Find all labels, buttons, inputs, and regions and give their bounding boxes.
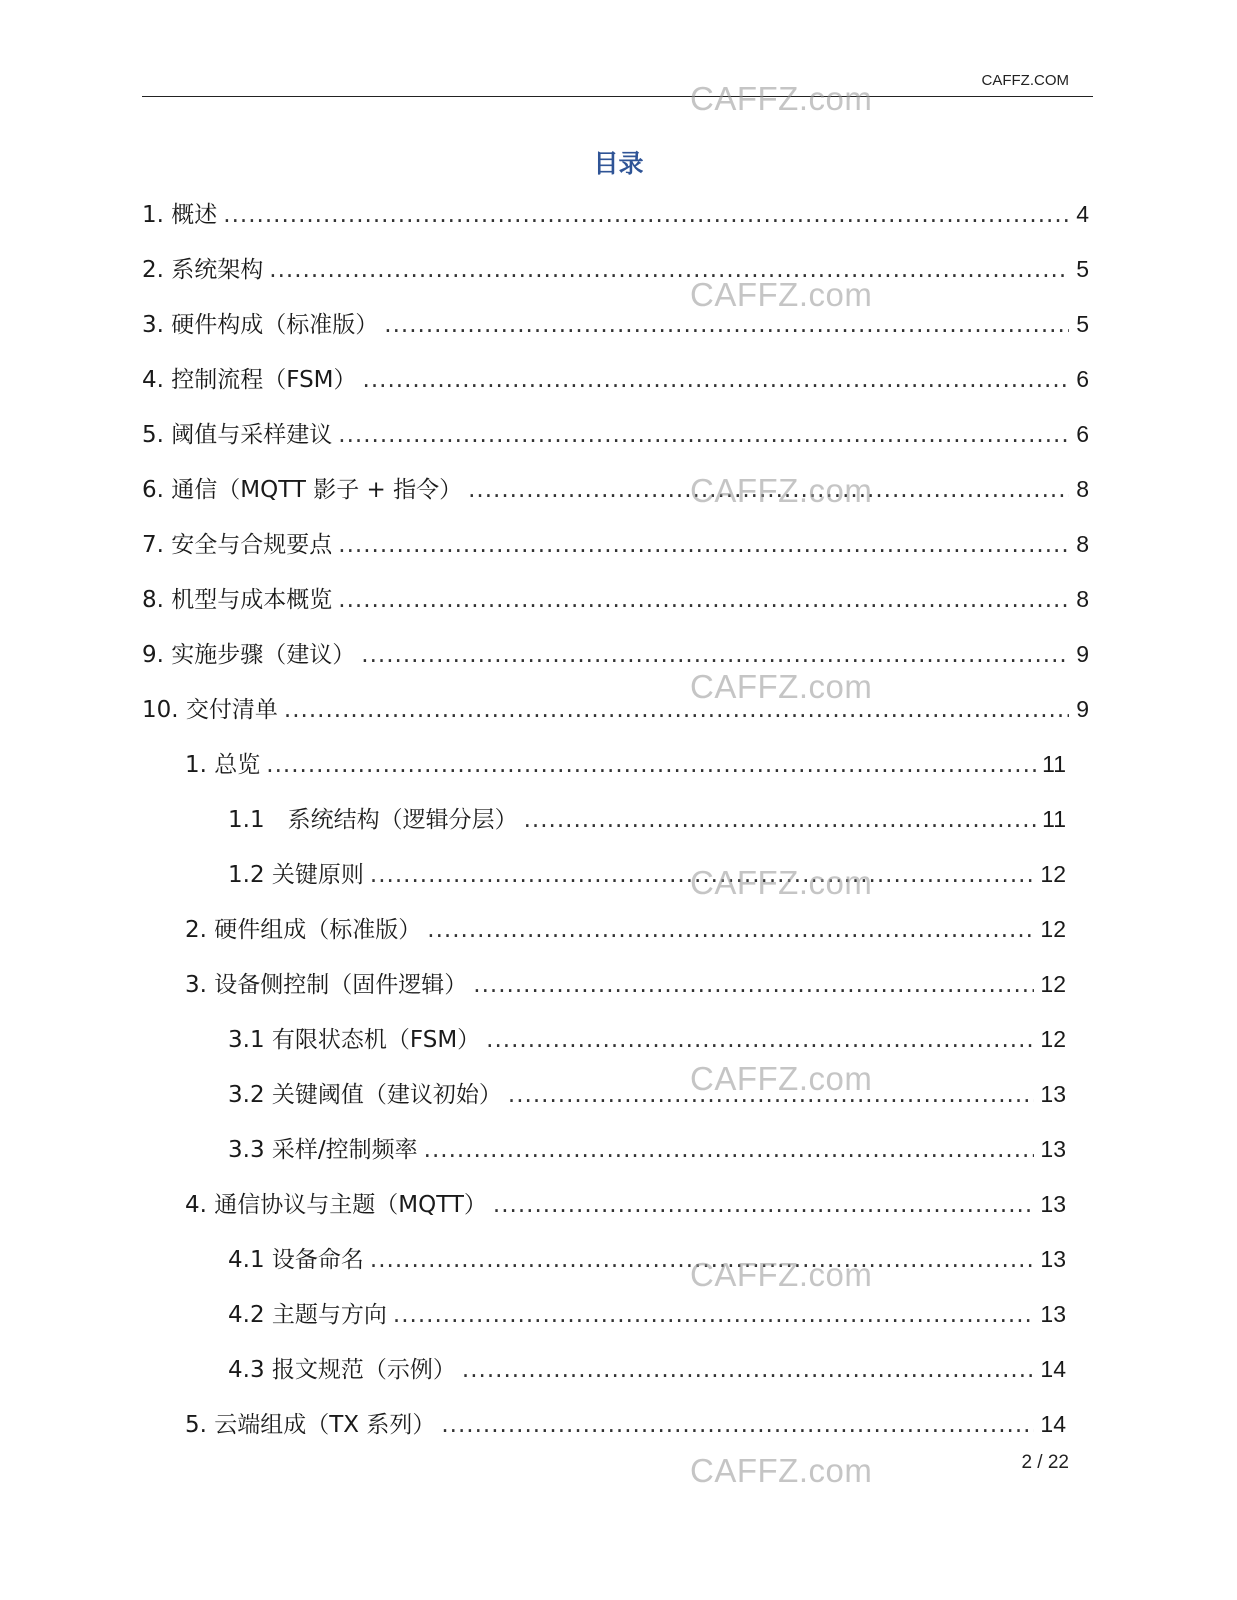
watermark: CAFFZ.com	[690, 80, 873, 117]
toc-entry-page: 12	[1040, 916, 1066, 942]
toc-entry[interactable]	[142, 1347, 1089, 1402]
toc-entry[interactable]	[142, 797, 1089, 852]
toc-entry-label: 9. 实施步骤（建议）	[142, 642, 356, 668]
toc-dot-leader	[338, 523, 1069, 567]
toc-entry-page: 13	[1040, 1301, 1066, 1327]
toc-entry-page: 14	[1040, 1356, 1066, 1382]
toc-entry[interactable]	[142, 632, 1089, 687]
toc-dot-leader	[441, 1403, 1034, 1447]
toc-dot-leader	[486, 1018, 1034, 1062]
toc-dot-leader	[338, 578, 1069, 622]
toc-entry[interactable]	[142, 192, 1089, 247]
toc-entry-page: 11	[1042, 806, 1066, 832]
toc-entry-label: 10. 交付清单	[142, 697, 278, 723]
toc-entry[interactable]	[142, 1127, 1089, 1182]
toc-entry-label: 1.2 关键原则	[228, 862, 364, 888]
page-number: 2 / 22	[1021, 1452, 1069, 1473]
toc-dot-leader	[393, 1293, 1035, 1337]
toc-entry[interactable]	[142, 852, 1089, 907]
watermark: CAFFZ.com	[690, 1452, 873, 1489]
toc-entry[interactable]	[142, 247, 1089, 302]
toc-dot-leader	[266, 743, 1036, 787]
toc-entry-label: 4. 控制流程（FSM）	[142, 367, 357, 393]
toc-dot-leader	[468, 468, 1069, 512]
toc-entry-page: 8	[1076, 586, 1089, 612]
watermark: CAFFZ.com	[690, 1060, 873, 1097]
watermark: CAFFZ.com	[690, 864, 873, 901]
watermark: CAFFZ.com	[690, 1256, 873, 1293]
toc-dot-leader	[462, 1348, 1035, 1392]
toc-dot-leader	[473, 963, 1034, 1007]
toc-entry-label: 4. 通信协议与主题（MQTT）	[185, 1192, 487, 1218]
toc-dot-leader	[361, 633, 1069, 677]
toc-entry[interactable]	[142, 1292, 1089, 1347]
toc-entry[interactable]	[142, 1237, 1089, 1292]
toc-title: 目录	[593, 149, 644, 178]
header-site-name: CAFFZ.COM	[981, 72, 1069, 89]
toc-entry-label: 4.3 报文规范（示例）	[228, 1357, 456, 1383]
toc-entry-label: 1. 概述	[142, 202, 218, 228]
toc-entry[interactable]	[142, 1182, 1089, 1237]
toc-entry-label: 5. 云端组成（TX 系列）	[185, 1412, 436, 1438]
toc-entry-label: 2. 硬件组成（标准版）	[185, 917, 422, 943]
toc-entry[interactable]	[142, 412, 1089, 467]
toc-entry-label: 3.2 关键阈值（建议初始）	[228, 1082, 502, 1108]
watermark: CAFFZ.com	[690, 668, 873, 705]
toc-entry-label: 6. 通信（MQTT 影子 + 指令）	[142, 477, 463, 503]
header-divider	[142, 96, 1093, 97]
toc-entry-label: 3.3 采样/控制频率	[228, 1137, 418, 1163]
toc-entry-label: 8. 机型与成本概览	[142, 587, 333, 613]
toc-entry[interactable]	[142, 302, 1089, 357]
toc-entry[interactable]	[142, 907, 1089, 962]
toc-dot-leader	[269, 248, 1069, 292]
toc-entry-label: 5. 阈值与采样建议	[142, 422, 333, 448]
toc-dot-leader	[384, 303, 1069, 347]
toc-dot-leader	[427, 908, 1034, 952]
watermark: CAFFZ.com	[690, 472, 873, 509]
watermark: CAFFZ.com	[690, 276, 873, 313]
toc-dot-leader	[284, 688, 1069, 732]
toc-entry[interactable]	[142, 962, 1089, 1017]
toc-dot-leader	[223, 193, 1069, 237]
toc-dot-leader	[338, 413, 1069, 457]
toc-dot-leader	[424, 1128, 1035, 1172]
toc-entry-label: 3.1 有限状态机（FSM）	[228, 1027, 481, 1053]
toc-dot-leader	[370, 1238, 1035, 1282]
toc-entry-label: 3. 设备侧控制（固件逻辑）	[185, 972, 468, 998]
toc-entry[interactable]	[142, 1402, 1089, 1457]
toc-entry-page: 11	[1042, 751, 1066, 777]
toc-entry-label: 4.2 主题与方向	[228, 1302, 387, 1328]
toc-entry-page: 12	[1040, 971, 1066, 997]
toc-dot-leader	[370, 853, 1035, 897]
toc-dot-leader	[363, 358, 1069, 402]
toc-entry-label: 3. 硬件构成（标准版）	[142, 312, 379, 338]
toc-entry[interactable]	[142, 742, 1089, 797]
toc-dot-leader	[508, 1073, 1035, 1117]
toc-entry-label: 1. 总览	[185, 752, 261, 778]
toc-entry-page: 13	[1040, 1246, 1066, 1272]
toc-dot-leader	[524, 798, 1037, 842]
toc-entry[interactable]	[142, 357, 1089, 412]
toc-entry[interactable]	[142, 1017, 1089, 1072]
toc-entry-page: 13	[1040, 1191, 1066, 1217]
toc-entry-label: 2. 系统架构	[142, 257, 264, 283]
toc-entry-page: 8	[1076, 476, 1089, 502]
toc-entry-page: 4	[1076, 201, 1089, 227]
toc-entry[interactable]	[142, 687, 1089, 742]
toc-entry-page: 5	[1076, 311, 1089, 337]
toc-entry-page: 12	[1040, 1026, 1066, 1052]
toc-entry-page: 13	[1040, 1081, 1066, 1107]
toc-entry-label: 7. 安全与合规要点	[142, 532, 333, 558]
toc-entry-page: 9	[1076, 696, 1089, 722]
toc-entry[interactable]	[142, 1072, 1089, 1127]
toc-entry-page: 5	[1076, 256, 1089, 282]
toc-entry[interactable]	[142, 522, 1089, 577]
toc-entry-page: 6	[1076, 366, 1089, 392]
toc-dot-leader	[493, 1183, 1035, 1227]
toc-entry-page: 9	[1076, 641, 1089, 667]
toc-entry-label: 4.1 设备命名	[228, 1247, 364, 1273]
toc-entry-page: 13	[1040, 1136, 1066, 1162]
toc-entry[interactable]	[142, 577, 1089, 632]
toc-entry-page: 14	[1040, 1411, 1066, 1437]
toc-list	[142, 192, 1089, 1457]
toc-entry-page: 12	[1040, 861, 1066, 887]
toc-entry-label: 1.1 系统结构（逻辑分层）	[228, 807, 518, 833]
toc-entry-page: 6	[1076, 421, 1089, 447]
toc-entry[interactable]	[142, 467, 1089, 522]
toc-entry-page: 8	[1076, 531, 1089, 557]
